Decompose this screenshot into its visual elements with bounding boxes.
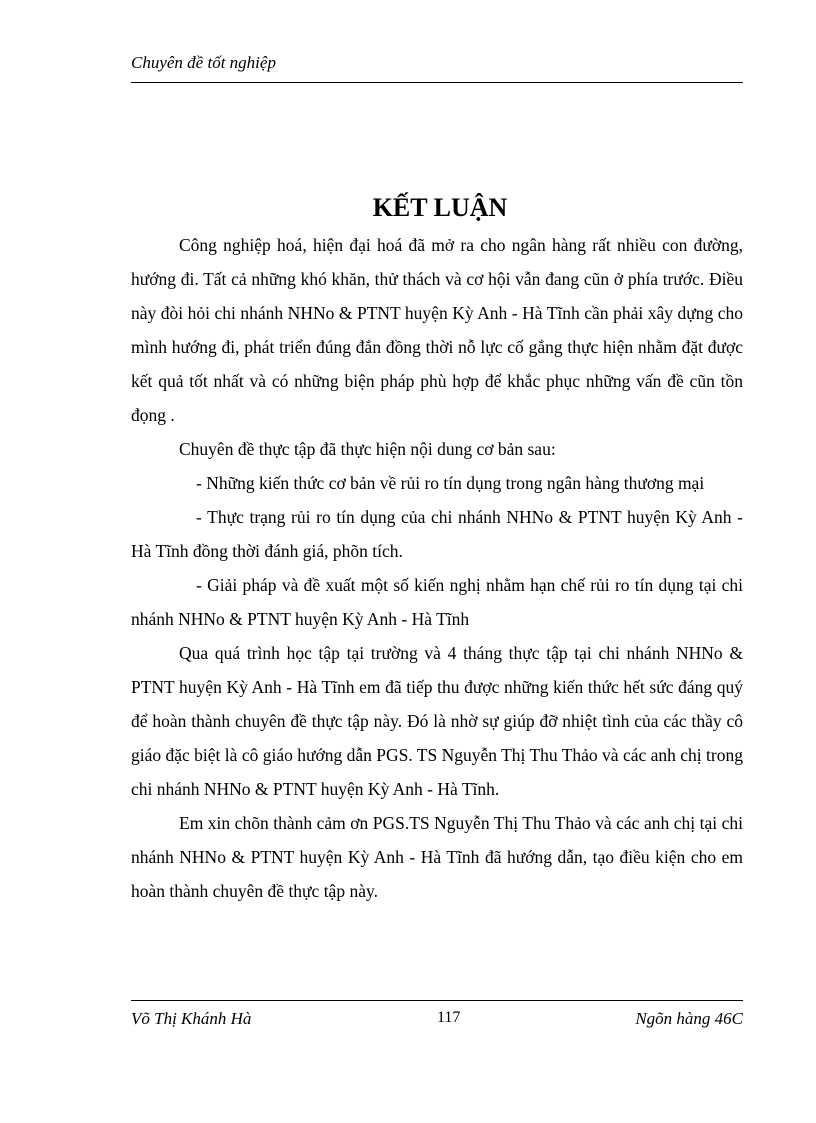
- page-footer: [131, 1000, 743, 1041]
- header-title: Chuyên đề tốt nghiệp: [131, 53, 276, 72]
- main-content: [131, 188, 743, 908]
- footer-author: Võ Thị Khánh Hà: [131, 1009, 252, 1028]
- bullet-item-1: - Những kiến thức cơ bản về rủi ro tín dụng trong ngân hàng thương mại: [196, 473, 705, 493]
- page-title: KẾT LUẬN: [372, 193, 508, 222]
- paragraph-summary-lead: Chuyên đề thực tập đã thực hiện nội dung cơ bản sau:: [179, 439, 556, 459]
- paragraph-study: Qua quá trình học tập tại trường và 4 tháng thực tập tại chi nhánh NHNo & PTNT huyện Kỳ Anh - Hà Tĩnh em đã tiếp thu được những kiến thức hết sức đáng quý để hoàn thành chuyên đề thực tập này. Đó là nhờ sự giúp đỡ nhiệt tình của các thầy cô giáo đặc biệt là cô giáo hướng dẫn PGS. TS Nguyễn Thị Thu Thảo và các anh chị trong chi nhánh NHNo & PTNT huyện Kỳ Anh - Hà Tĩnh.: [131, 643, 743, 799]
- paragraph-thanks: Em xin chõn thành cảm ơn PGS.TS Nguyễn Thị Thu Thảo và các anh chị tại chi nhánh NHNo & PTNT huyện Kỳ Anh - Hà Tĩnh đã hướng dẫn, tạo điều kiện cho em hoàn thành chuyên đề thực tập này.: [131, 813, 743, 901]
- footer-class-name: Ngõn hàng 46C: [635, 1009, 743, 1028]
- paragraph-intro: Công nghiệp hoá, hiện đại hoá đã mở ra cho ngân hàng rất nhiều con đường, hướng đi. Tất cả những khó khăn, thử thách và cơ hội vẫn đang cũn ở phía trước. Điều này đòi hỏi chi nhánh NHNo & PTNT huyện Kỳ Anh - Hà Tĩnh cần phải xây dựng cho mình hướng đi, phát triển đúng đắn đồng thời nỗ lực cố gắng thực hiện nhằm đặt được kết quả tốt nhất và có những biện pháp phù hợp để khắc phục những vấn đề cũn tồn đọng .: [131, 235, 743, 425]
- bullet-item-2: - Thực trạng rủi ro tín dụng của chi nhánh NHNo & PTNT huyện Kỳ Anh - Hà Tĩnh đồng thời đánh giá, phõn tích.: [131, 507, 743, 561]
- page-header: [131, 50, 743, 83]
- footer-page-number: 117: [437, 1009, 461, 1026]
- bullet-item-3: - Giải pháp và đề xuất một số kiến nghị nhằm hạn chế rủi ro tín dụng tại chi nhánh NHNo & PTNT huyện Kỳ Anh - Hà Tĩnh: [131, 575, 743, 629]
